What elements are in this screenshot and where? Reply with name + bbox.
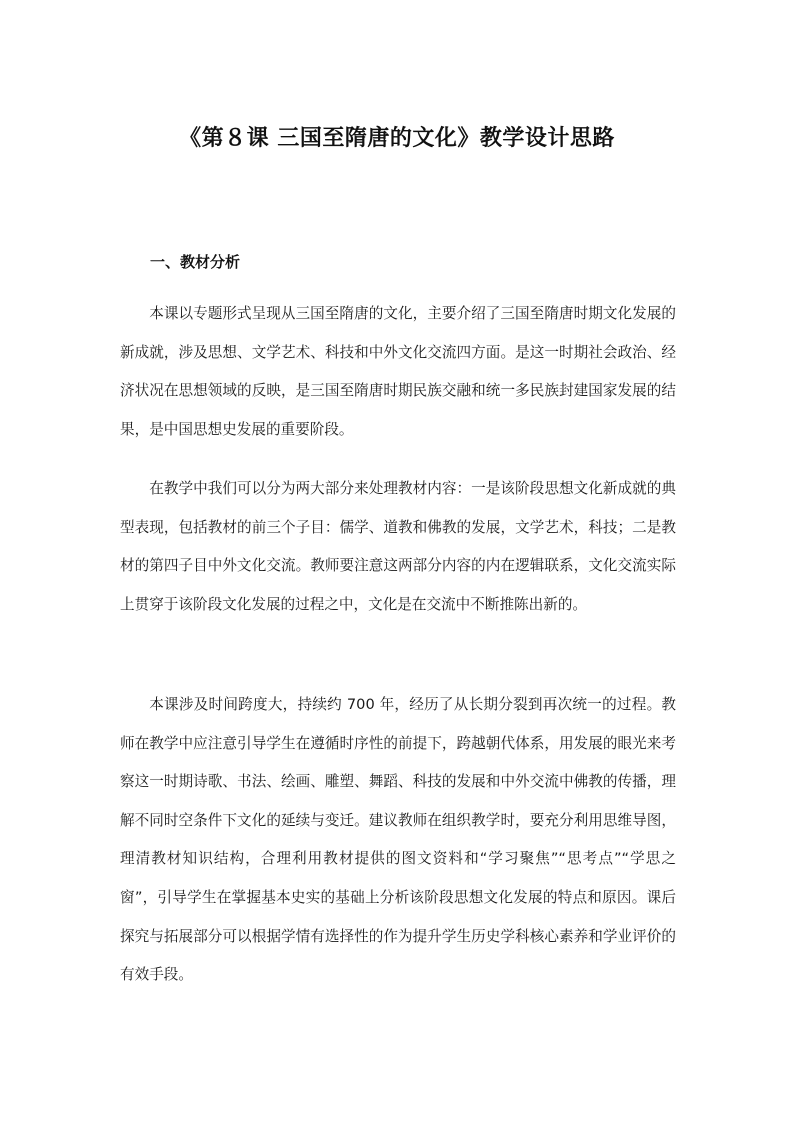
paragraph-teaching-structure: 在教学中我们可以分为两大部分来处理教材内容：一是该阶段思想文化新成就的典型表现，包括教材的前三个子目：儒学、道教和佛教的发展，文学艺术，科技；二是教材的第四子目中外文化交流。教师要注意这两部分内容的内在逻辑联系，文化交流实际上贯穿于该阶段文化发展的过程之中，文化是在交流中不断推陈出新的。 bbox=[120, 480, 676, 613]
document-title: 《第８课 三国至隋唐的文化》教学设计思路 bbox=[179, 126, 615, 151]
section-heading: 一、教材分析 bbox=[150, 253, 241, 271]
paragraph-teaching-suggestions: 本课涉及时间跨度大，持续约 700 年，经历了从长期分裂到再次统一的过程。教师在教学中应注意引导学生在遵循时序性的前提下，跨越朝代体系，用发展的眼光来考察这一时期诗歌、书法、绘画、雕塑、舞蹈、科技的发展和中外交流中佛教的传播，理解不同时空条件下文化的延续与变迁。建议教师在组织教学时，要充分利用思维导图，理清教材知识结构，合理利用教材提供的图文资料和“学习聚焦”“思考点”“学思之窗”，引导学生在掌握基本史实的基础上分析该阶段思想文化发展的特点和原因。课后探究与拓展部分可以根据学情有选择性的作为提升学生历史学科核心素养和学业评价的有效手段。 bbox=[120, 696, 676, 984]
paragraph-textbook-overview: 本课以专题形式呈现从三国至隋唐的文化，主要介绍了三国至隋唐时期文化发展的新成就，涉及思想、文学艺术、科技和中外文化交流四方面。是这一时期社会政治、经济状况在思想领域的反映，是三国至隋唐时期民族交融和统一多民族封建国家发展的结果，是中国思想史发展的重要阶段。 bbox=[120, 305, 676, 438]
